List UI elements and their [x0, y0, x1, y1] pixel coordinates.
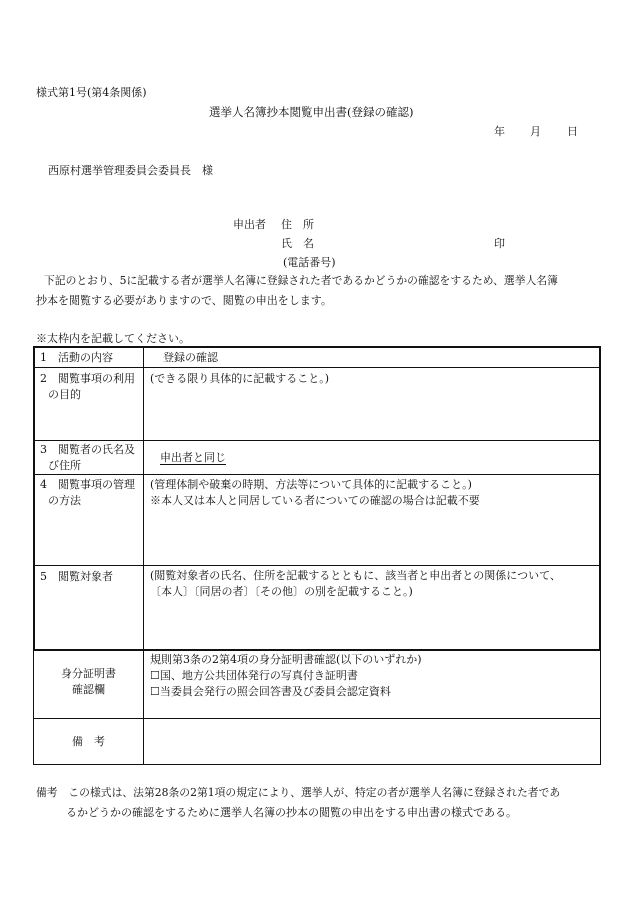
form-number: 様式第1号(第4条関係)	[36, 86, 147, 99]
id-check-label-line1: 身分証明書	[61, 667, 116, 680]
row-target-value	[150, 568, 561, 600]
row-management-value-line1: (管理体制や破棄の時期、方法等について具体的に記載すること。)	[150, 478, 472, 491]
id-check-value	[150, 652, 422, 700]
row-management-value	[150, 477, 480, 509]
row-management-label	[40, 477, 135, 509]
row-target-value-line2: 〔本人〕〔同居の者〕〔その他〕の別を記載すること。)	[150, 584, 413, 598]
applicant-address-label: 住 所	[281, 218, 314, 231]
row-management-label-line2: の方法	[48, 493, 81, 507]
id-check-label-line2: 確認欄	[72, 682, 105, 696]
date-year-label: 年	[494, 125, 505, 138]
phone-label: (電話番号)	[283, 256, 336, 269]
row-target-value-line1: (閲覧対象者の氏名、住所を記載するとともに、該当者と申出者との関係について、	[150, 569, 561, 582]
footer-note-line2: るかどうかの確認をするために選挙人名簿の抄本の閲覧の申出をする申出書の様式である。	[66, 806, 517, 819]
seal-label: 印	[494, 237, 505, 250]
row-purpose-label	[40, 371, 135, 403]
applicant-label: 申出者	[233, 218, 266, 231]
footer-note-line1: 備考 この様式は、法第28条の2第1項の規定により、選挙人が、特定の者が選挙人名簿に登録された者であ	[36, 786, 561, 799]
row-target-label: 5 閲覧対象者	[40, 570, 113, 583]
row-viewer-label-line2: び住所	[48, 458, 81, 472]
row-purpose-label-line2: の目的	[48, 387, 81, 401]
date-day-label: 日	[567, 125, 578, 138]
form-title: 選挙人名簿抄本閲覧申出書(登録の確認)	[209, 105, 414, 119]
id-check-line1: 規則第3条の2第4項の身分証明書確認(以下のいずれか)	[150, 653, 422, 666]
addressee: 西原村選挙管理委員会委員長 様	[48, 164, 213, 177]
applicant-name-label: 氏 名	[281, 237, 314, 250]
row-management-value-line2: ※本人又は本人と同居している者についての確認の場合は記載不要	[150, 493, 480, 507]
row-viewer-label-line1: 3 閲覧者の氏名及	[40, 443, 135, 456]
row-viewer-label	[40, 442, 135, 474]
intro-line-1: 下記のとおり、5に記載する者が選挙人名簿に登録された者であるかどうかの確認をするため、選挙人名簿	[44, 274, 558, 287]
row-management-label-line1: 4 閲覧事項の管理	[40, 478, 135, 491]
row-activity-value: 登録の確認	[163, 351, 218, 364]
instruction: ※太枠内を記載してください。	[36, 332, 190, 345]
row-purpose-label-line1: 2 閲覧事項の利用	[40, 372, 135, 385]
row-activity-label: 1 活動の内容	[40, 351, 113, 364]
date-month-label: 月	[530, 125, 541, 138]
intro-line-2: 抄本を閲覧する必要がありますので、閲覧の申出をします。	[36, 294, 332, 307]
id-check-option-photo-id: ☐国、地方公共団体発行の写真付き証明書	[150, 668, 358, 682]
row-purpose-value: (できる限り具体的に記載すること。)	[150, 372, 330, 385]
row-viewer-value: 申出者と同じ	[160, 451, 226, 464]
id-check-label	[34, 666, 143, 698]
remarks-label: 備 考	[72, 735, 105, 748]
id-check-option-reply-doc: ☐当委員会発行の照会回答書及び委員会認定資料	[150, 684, 391, 698]
